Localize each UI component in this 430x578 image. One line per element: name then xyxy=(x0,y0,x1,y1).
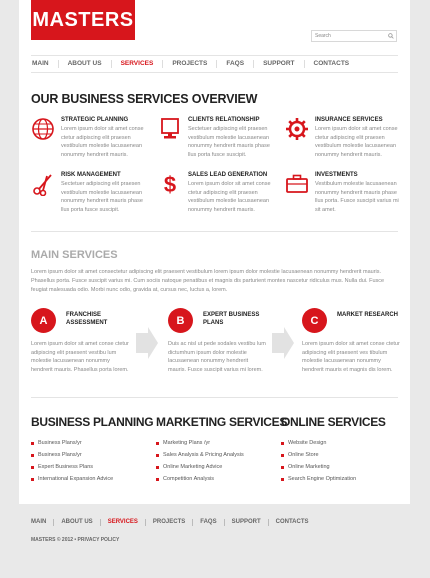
service-title[interactable]: INSURANCE SERVICES xyxy=(315,117,383,123)
bullet-icon xyxy=(156,466,159,469)
overview-heading: OUR BUSINESS SERVICES OVERVIEW xyxy=(31,92,258,106)
footer-nav xyxy=(31,519,316,526)
list-item[interactable]: Expert Business Plans xyxy=(31,461,151,473)
step-text: Duis ac nisl ut pede sodales vestibu lum dictumhum ipsum dolor molestie lacusaenean nonummy hendrerit mauris. Fusce suscipit varius mi lorem. xyxy=(168,341,266,374)
arrow-right-icon xyxy=(136,327,158,359)
step-badge: A xyxy=(31,308,56,333)
main-nav xyxy=(31,55,398,73)
service-text: Lorem ipsum dolor sit amet conse ctetur adipiscing elit praesen vestibulum molestie lacusaenean nonummy hendrerit mauris. xyxy=(61,126,144,159)
copyright: MASTERS © 2012 • PRIVACY POLICY xyxy=(31,537,120,543)
svg-text:$: $ xyxy=(163,172,177,196)
main-services-text: Lorem ipsum dolor sit amet consectetur adipiscing elit praesent vestibulum lorem ipsum dolor molestie lacusaenean nonummy hendrerit mauris. Phasellus porta. Fusce suscipit varius mi. Cum sociis natoque penatibus et magnis dis parturient montes nascetur ridiculus mus. Nulla dui. Fusce feugiat malesuada odio. Morbi nunc odio, gravida at, cursus nec, luctus a, lorem. xyxy=(31,269,385,293)
step-badge: B xyxy=(168,308,193,333)
nav-item-contacts[interactable]: CONTACTS xyxy=(304,60,359,68)
list-item[interactable]: Marketing Plans /yr xyxy=(156,437,276,449)
list-item[interactable]: Online Marketing Advice xyxy=(156,461,276,473)
section-divider xyxy=(31,397,398,398)
service-title[interactable]: STRATEGIC PLANNING xyxy=(61,117,129,123)
briefcase-icon xyxy=(285,172,309,196)
step-title[interactable]: MARKET RESEARCH xyxy=(337,312,399,318)
step-text: Lorem ipsum dolor sit amet conse ctetur adipiscing elit praesent vestibu lum molestie lacusaenean nonummy hendrerit mauris. Phasellus porta lorem. xyxy=(31,341,129,374)
column-marketing-services xyxy=(156,415,288,485)
list-item[interactable]: Online Marketing xyxy=(281,461,401,473)
list-item[interactable]: Sales Analysis & Pricing Analysis xyxy=(156,449,276,461)
nav-item-projects[interactable]: PROJECTS xyxy=(162,60,216,68)
bullet-icon xyxy=(31,478,34,481)
footer-item-contacts[interactable]: CONTACTS xyxy=(268,519,316,526)
service-text: Vestibulum molestie lacusaenean nonummy hendrerit mauris phase llus porta. Fusce suscipit varius mi sit amet. xyxy=(315,181,399,214)
service-title[interactable]: RISK MANAGEMENT xyxy=(61,172,121,178)
nav-item-about-us[interactable]: ABOUT US xyxy=(58,60,111,68)
bullet-icon xyxy=(31,442,34,445)
bullet-icon xyxy=(31,466,34,469)
bullet-icon xyxy=(281,478,284,481)
step-title[interactable]: EXPERT BUSINESS PLANS xyxy=(203,312,260,326)
step-badge: C xyxy=(302,308,327,333)
service-text: Lorem ipsum dolor sit amet conse ctetur adipiscing elit praesen vestibulum molestie lacusaenean nonummy hendrerit mauris. xyxy=(188,181,271,214)
bullet-icon xyxy=(156,442,159,445)
globe-icon xyxy=(31,117,55,141)
column-heading: BUSINESS PLANNING xyxy=(31,415,154,429)
bullet-icon xyxy=(156,478,159,481)
nav-item-faqs[interactable]: FAQS xyxy=(216,60,253,68)
search-input[interactable] xyxy=(311,30,397,42)
main-services-heading: MAIN SERVICES xyxy=(31,249,118,261)
scissors-icon xyxy=(31,172,55,196)
service-text: Lorem ipsum dolor sit amet conse ctetur adipiscing elit praesen vestibulum molestie lacusaenean nonummy hendrerit mauris. xyxy=(315,126,398,159)
list-item[interactable]: Website Design xyxy=(281,437,401,449)
step-title[interactable]: FRANCHISE ASSESSMENT xyxy=(66,312,108,326)
bullet-icon xyxy=(281,442,284,445)
list-item[interactable]: Business Plans/yr xyxy=(31,437,151,449)
footer-item-support[interactable]: SUPPORT xyxy=(224,519,268,526)
service-text: Sectetuer adipiscing elit praesen vestibulum molestie lacusaenean nonummy hendrerit mauris phase llus porta fusce suscipit. xyxy=(188,126,270,159)
nav-item-support[interactable]: SUPPORT xyxy=(253,60,303,68)
list-item[interactable]: Search Engine Optimization xyxy=(281,473,401,485)
monitor-icon xyxy=(158,117,182,141)
footer-item-projects[interactable]: PROJECTS xyxy=(145,519,192,526)
column-heading: MARKETING SERVICES xyxy=(156,415,288,429)
list-item[interactable]: Online Store xyxy=(281,449,401,461)
column-heading: ONLINE SERVICES xyxy=(281,415,386,429)
footer-item-services[interactable]: SERVICES xyxy=(100,519,145,526)
footer-item-faqs[interactable]: FAQS xyxy=(192,519,223,526)
column-online-services xyxy=(281,415,401,485)
nav-item-main[interactable]: MAIN xyxy=(32,60,49,67)
footer-item-main[interactable]: MAIN xyxy=(31,519,47,525)
service-title[interactable]: SALES LEAD GENERATION xyxy=(188,172,268,178)
column-business-planning xyxy=(31,415,154,485)
bullet-icon xyxy=(281,466,284,469)
nav-item-services[interactable]: SERVICES xyxy=(111,60,163,68)
dollar-icon xyxy=(158,172,182,196)
bullet-icon xyxy=(281,454,284,457)
service-text: Sectetuer adipiscing elit praesen vestibulum molestie lacusaenean nonummy hendrerit mauris phase llus porta fusce suscipit. xyxy=(61,181,143,214)
footer-item-about-us[interactable]: ABOUT US xyxy=(53,519,99,526)
list-item[interactable]: International Expansion Advice xyxy=(31,473,151,485)
bullet-icon xyxy=(31,454,34,457)
bullet-icon xyxy=(156,454,159,457)
gear-icon xyxy=(285,117,309,141)
search-icon[interactable] xyxy=(388,33,394,39)
list-item[interactable]: Business Plans/yr xyxy=(31,449,151,461)
step-text: Lorem ipsum dolor sit amet conse ctetur adipiscing elit praesent ves tibulum molestie lacusaenean nonummy hendrerit mauris et magnis dis lorem. xyxy=(302,341,400,374)
service-title[interactable]: INVESTMENTS xyxy=(315,172,358,178)
arrow-right-icon xyxy=(272,327,294,359)
section-divider xyxy=(31,231,398,232)
logo[interactable]: MASTERS xyxy=(31,0,135,40)
list-item[interactable]: Competition Analysis xyxy=(156,473,276,485)
service-title[interactable]: CLIENTS RELATIONSHIP xyxy=(188,117,260,123)
